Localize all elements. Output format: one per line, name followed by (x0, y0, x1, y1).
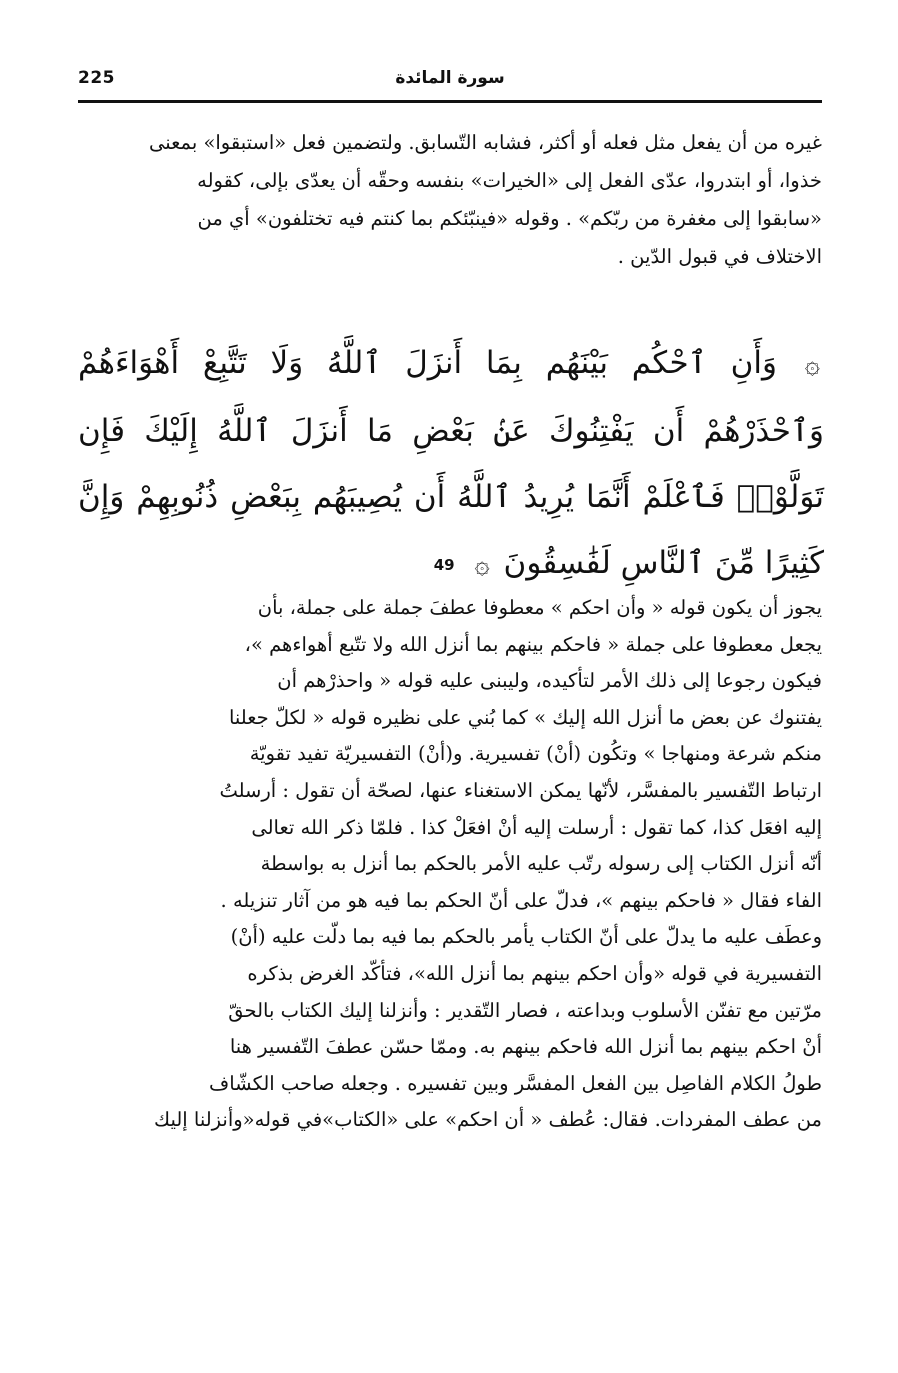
text-line: التفسيرية في قوله «وأن احكم بينهم بما أنزل الله»، فتأكّد الغرض بذكره (247, 961, 822, 985)
verse-number: 49 (433, 555, 455, 574)
text-line: يجعل معطوفا على جملة « فاحكم بينهم بما أنزل الله ولا تتّبع أهواءهم »، (244, 632, 822, 656)
verse-text: وَأَنِ ٱحْكُم بَيْنَهُم بِمَا أَنزَلَ ٱللَّهُ وَلَا تَتَّبِعْ أَهْوَاءَهُمْ وَٱحْذَرْهُمْ أَن يَفْتِنُوكَ عَنۢ بَعْضِ مَا أَنزَلَ ٱللَّهُ إِلَيْكَ فَإِن تَوَلَّوْا۟ فَٱعْلَمْ أَنَّمَا يُرِيدُ ٱللَّهُ أَن يُصِيبَهُم بِبَعْضِ ذُنُوبِهِمْ وَإِنَّ كَثِيرًا مِّنَ ٱلنَّاسِ لَفَٰسِقُونَ (78, 345, 824, 581)
text-line: فيكون رجوعا إلى ذلك الأمر لتأكيده، وليبنى عليه قوله « واحذرْهم أن (277, 669, 822, 693)
quran-verse (78, 330, 824, 598)
verse-open-ornament-icon: ۞ (804, 350, 820, 380)
text-line: طولُ الكلام الفاصِل بين الفعل المفسَّر وبين تفسيره . وجعله صاحب الكشّاف (209, 1071, 822, 1095)
text-line: غيره من أن يفعل مثل فعله أو أكثر، فشابه التّسابق. ولتضمين فعل «استبقوا» بمعنى (149, 131, 822, 154)
text-line: من عطف المفردات. فقال: عُطف « أن احكم» على «الكتاب»في قوله«وأنزلنا إليك (154, 1108, 822, 1132)
text-line: خذوا، أو ابتدروا، عدّى الفعل إلى «الخيرات» بنفسه وحقّه أن يعدّى بإلى، كقوله (197, 169, 822, 192)
text-line: إليه افعَل كذا، كما تقول : أرسلت إليه أنْ افعَلْ كذا . فلمّا ذكر الله تعالى (251, 815, 822, 839)
text-line: ارتباط التّفسير بالمفسَّر، لأنّها يمكن الاستغناء عنها، لصحّة أن تقول : أرسلتُ (219, 778, 822, 802)
text-line: يجوز أن يكون قوله « وأن احكم » معطوفا عطفَ جملة على جملة، بأن (257, 596, 822, 619)
page-header (78, 62, 822, 103)
commentary-paragraph-2 (80, 590, 822, 1139)
text-line: وعطَف عليه ما يدلّ على أنّ الكتاب يأمر بالحكم بما فيه بما دلّت عليه (أنْ) (230, 925, 822, 949)
text-line: «سابقوا إلى مغفرة من ربّكم» . وقوله «فينبّئكم بما كنتم فيه تختلفون» أي من (197, 207, 822, 230)
text-line: منكم شرعة ومنهاجا » وتكُون (أنْ) تفسيرية. و(أنْ) التفسيريّة تفيد تقويّة (249, 742, 822, 766)
page-number: 225 (78, 68, 115, 88)
verse-close-ornament-icon: ۞ (474, 550, 490, 580)
text-line: أنّه أنزل الكتاب إلى رسوله رتّب عليه الأمر بالحكم بما أنزل به بواسطة (260, 852, 822, 876)
text-line: أنْ احكم بينهم بما أنزل الله فاحكم بينهم به. وممّا حسّن عطفَ التّفسير هنا (229, 1035, 822, 1059)
text-line: الفاء فقال « فاحكم بينهم »، فدلّ على أنّ الحكم بما فيه هو من آثار تنزيله . (220, 888, 822, 912)
commentary-paragraph-1 (80, 124, 822, 276)
text-line: مرّتين مع تفنّن الأسلوب وبداعته ، فصار التّقدير : وأنزلنا إليك الكتاب بالحقّ (228, 998, 822, 1022)
running-title: سورة المائدة (395, 68, 505, 88)
text-line: يفتنوك عن بعض ما أنزل الله إليك » كما بُني على نظيره قوله « لكلّ جعلنا (228, 705, 822, 729)
text-line: الاختلاف في قبول الدّين . (617, 245, 822, 268)
